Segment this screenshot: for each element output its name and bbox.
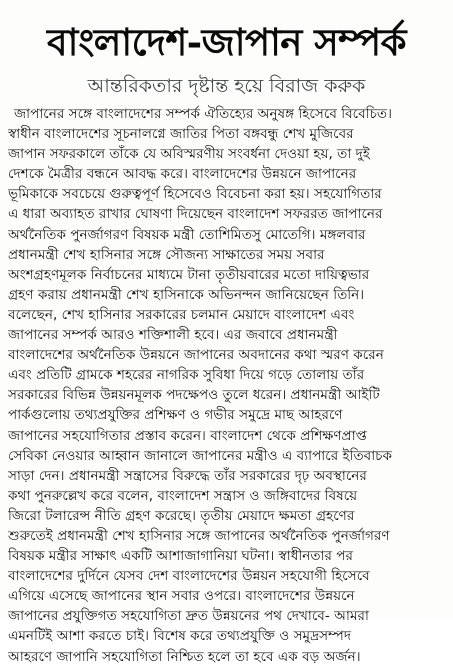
body-line: স্বাধীন বাংলাদেশের সূচনালগ্নে জাতির পিতা বঙ্গবন্ধু শেখ মুজিবের [8, 126, 354, 143]
body-line: পার্কগুলোয় তথ্যপ্রযুক্তির প্রশিক্ষণ ও গভীর সমুদ্রে মাছ আহরণে [8, 407, 343, 424]
body-line: বলেছেন, শেখ হাসিনার সরকারের চলমান মেয়াদে বাংলাদেশ এবং [8, 306, 355, 323]
body-line: জাপান সফরকালে তাঁকে যে অবিস্মরণীয় সংবর্ধনা দেওয়া হয়, তা দুই [8, 146, 370, 163]
body-line: জাপানের প্রযুক্তিগত সহযোগিতা দ্রুত উন্নয়নের পথ দেখাবে- আমরা [8, 608, 369, 625]
body-line: কথা পুনরুল্লেখ করে বলেন, বাংলাদেশ সন্ত্রাস ও জঙ্গিবাদের বিষয়ে [8, 487, 358, 504]
body-line: বিষয়ক মন্ত্রীর সাক্ষাৎ একটি আশাজাগানিয়া ঘটনা। স্বাধীনতার পর [8, 548, 353, 565]
body-line: জাপানের সঙ্গে বাংলাদেশের সম্পর্ক ঐতিহ্যের অনুষঙ্গ হিসেবে বিবেচিত। [14, 106, 392, 122]
body-line: সরকারের বিভিন্ন উন্নয়নমূলক পদক্ষেপও তুলে ধরেন। প্রধানমন্ত্রী আইটি [8, 387, 380, 404]
body-line: প্রধানমন্ত্রী শেখ হাসিনার সঙ্গে সৌজন্য সাক্ষাতের সময় সবার [8, 246, 325, 263]
body-line: সাড়া দেন। প্রধানমন্ত্রী সন্ত্রাসের বিরুদ্ধে তাঁর সরকারের দৃঢ় অবস্থানের [8, 467, 367, 484]
body-line: বাংলাদেশের দুর্দিনে যেসব দেশ বাংলাদেশের উন্নয়ন সহযোগী হিসেবে [8, 568, 370, 585]
body-line: ভূমিকাকে সবচেয়ে গুরুত্বপূর্ণ হিসেবেও বিবেচনা করা হয়। সহযোগিতার [8, 186, 382, 203]
body-line: এ ধারা অব্যাহত রাখার ঘোষণা দিয়েছেন বাংলাদেশ সফররত জাপানের [8, 206, 383, 223]
body-line: এবং প্রতিটি গ্রামকে শহরের নাগরিক সুবিধা দিয়ে গড়ে তোলায় তাঁর [8, 367, 365, 384]
article-body [8, 104, 445, 667]
headline: বাংলাদেশ-জাপান সম্পর্ক [47, 20, 406, 64]
subheadline: আন্তরিকতার দৃষ্টান্ত হয়ে বিরাজ করুক [87, 75, 366, 97]
body-line: এগিয়ে এসেছে জাপানের স্থান সবার ওপরে। বাংলাদেশের উন্নয়নে [8, 588, 355, 605]
body-line: জাপানের সম্পর্ক আরও শক্তিশালী হবে। এর জবাবে প্রধানমন্ত্রী [8, 327, 338, 344]
body-line: শুরুতেই প্রধানমন্ত্রী শেখ হাসিনার সঙ্গে জাপানের অর্থনৈতিক পুনর্জাগরণ [8, 527, 390, 544]
body-line: অংশগ্রহণমূলক নির্বাচনের মাধ্যমে টানা তৃতীয়বারের মতো দায়িত্বভার [8, 266, 370, 283]
body-line: বাংলাদেশের অর্থনৈতিক উন্নয়নে জাপানের অবদানের কথা স্মরণ করেন [8, 347, 384, 364]
body-line: দেশকে মৈত্রীর বন্ধনে আবদ্ধ করে। বাংলাদেশের উন্নয়নে জাপানের [8, 166, 357, 183]
body-line: জিরো টলারেন্স নীতি গ্রহণ করেছে। তৃতীয় মেয়াদে ক্ষমতা গ্রহণের [8, 507, 355, 524]
body-line: আহরণে জাপানি সহযোগিতা নিশ্চিত হলে তা হবে এক বড় অর্জন। [8, 648, 361, 665]
body-line: জাপানের সহযোগিতার প্রস্তাব করেন। বাংলাদেশ থেকে প্রশিক্ষণপ্রাপ্ত [8, 427, 367, 444]
body-line: এমনটিই আশা করতে চাই। বিশেষ করে তথ্যপ্রযুক্তি ও সমুদ্রসম্পদ [8, 628, 351, 645]
body-line: গ্রহণ করায় প্রধানমন্ত্রী শেখ হাসিনাকে অভিনন্দন জানিয়েছেন তিনি। [8, 286, 365, 303]
body-line: সেবিকা নেওয়ার আহ্বান জানালে জাপানের মন্ত্রীও এ ব্যাপারে ইতিবাচক [8, 447, 393, 464]
body-line: অর্থনৈতিক পুনর্জাগরণ বিষয়ক মন্ত্রী তোশিমিতসু মোতেগি। মঙ্গলবার [8, 226, 366, 243]
